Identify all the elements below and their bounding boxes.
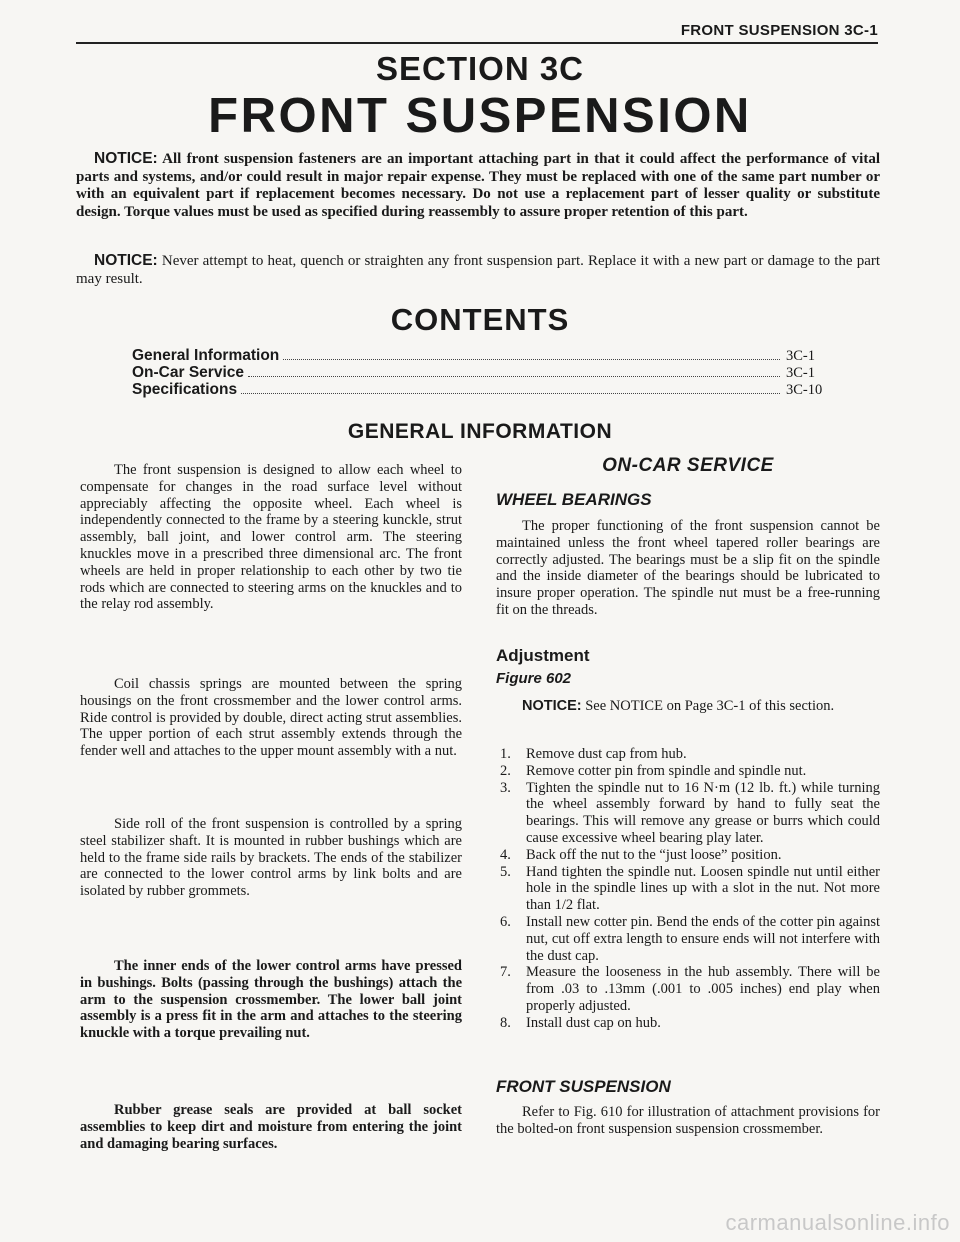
running-header: FRONT SUSPENSION 3C-1 xyxy=(680,22,878,39)
notice-label: NOTICE: xyxy=(94,150,158,167)
header-rule xyxy=(76,42,878,44)
toc-leader xyxy=(248,376,780,377)
step-text: Measure the looseness in the hub assembly. There will be from .03 to .13mm (.001 to .005 inches) end play when properly adjusted. xyxy=(526,964,880,1014)
list-item xyxy=(496,763,880,780)
general-information-heading: GENERAL INFORMATION xyxy=(347,420,613,443)
adjustment-steps xyxy=(496,746,880,1032)
step-number: 3. xyxy=(500,779,511,796)
toc-page: 3C-10 xyxy=(786,382,823,398)
step-number: 2. xyxy=(500,762,511,779)
step-number: 5. xyxy=(500,863,511,880)
list-item xyxy=(496,780,880,847)
front-suspension-heading: FRONT SUSPENSION xyxy=(496,1077,671,1096)
step-number: 1. xyxy=(500,746,511,762)
step-number: 7. xyxy=(500,964,511,981)
toc-label: General Information xyxy=(132,347,280,364)
gi-paragraph-2: Coil chassis springs are mounted between the spring housings on the front crossmember and the lower control arms. Ride control is provided by double, direct acting strut assemblies. The upper portion of each strut assembly extends through the fender well and attaches to the upper mount assembly with a nut. xyxy=(80,676,462,760)
toc-page: 3C-1 xyxy=(786,365,815,381)
section-label: SECTION 3C xyxy=(375,50,585,87)
step-number: 4. xyxy=(500,846,511,863)
adjustment-notice xyxy=(496,698,880,715)
step-text: Install new cotter pin. Bend the ends of the cotter pin against nut, cut off extra length to ensure ends will not interfere with the dust cap. xyxy=(526,913,880,964)
list-item xyxy=(496,964,880,1014)
wheel-bearings-heading: WHEEL BEARINGS xyxy=(496,490,652,509)
page-title: FRONT SUSPENSION xyxy=(208,89,752,143)
step-number: 6. xyxy=(500,913,511,930)
list-item xyxy=(496,1015,880,1032)
notice-fasteners xyxy=(76,150,880,221)
toc-leader xyxy=(241,393,780,394)
wheel-bearings-text: The proper functioning of the front suspension cannot be maintained unless the front wheel tapered roller bearings are correctly adjusted. The bearings must be a slip fit on the spindle and the inside diameter of the bearings should be lubricated to insure proper operation. The spindle nut must be a free-running fit on the threads. xyxy=(496,518,880,618)
step-number: 8. xyxy=(500,1014,511,1031)
notice-text: See NOTICE on Page 3C-1 of this section. xyxy=(585,698,835,714)
step-text: Back off the nut to the “just loose” position. xyxy=(526,846,782,863)
notice-label: NOTICE: xyxy=(522,698,582,714)
list-item xyxy=(496,914,880,964)
toc-entry-general-information[interactable] xyxy=(132,347,826,364)
table-of-contents xyxy=(132,347,826,398)
watermark: carmanualsonline.info xyxy=(725,1210,950,1235)
front-suspension-text: Refer to Fig. 610 for illustration of attachment provisions for the bolted-on front suspension suspension crossmember. xyxy=(496,1104,880,1137)
adjustment-heading: Adjustment xyxy=(496,646,590,665)
toc-label: On-Car Service xyxy=(132,364,244,381)
step-text: Remove dust cap from hub. xyxy=(526,746,687,762)
gi-paragraph-1: The front suspension is designed to allow each wheel to compensate for changes in the road surface level without appreciably affecting the opposite wheel. Each wheel is independently connected to the frame by a steering kunckle, strut assembly, ball joint, and lower control arm. The steering knuckles move in a prescribed three dimensional arc. The front wheels are held in proper relationship to each other by two tie rods which are connected to steering arms on the knuckles and to the relay rod assembly. xyxy=(80,462,462,613)
figure-reference: Figure 602 xyxy=(496,670,572,687)
on-car-service-heading: ON-CAR SERVICE xyxy=(602,455,774,476)
list-item xyxy=(496,864,880,914)
toc-label: Specifications xyxy=(132,381,238,398)
step-text: Tighten the spindle nut to 16 N·m (12 lb. ft.) while turning the wheel assembly forward by hand to fully seat the bearings. This will remove any grease or burrs which could cause excessive wheel bearing play later. xyxy=(526,779,880,846)
contents-heading: CONTENTS xyxy=(390,302,570,337)
toc-page: 3C-1 xyxy=(786,348,815,364)
gi-paragraph-3: Side roll of the front suspension is controlled by a spring steel stabilizer shaft. It is mounted in rubber bushings which are held to the frame side rails by brackets. The ends of the stabilizer are connected to the lower control arms by link bolts and are isolated by rubber grommets. xyxy=(80,816,462,900)
gi-paragraph-5: Rubber grease seals are provided at ball socket assemblies to keep dirt and moisture from entering the joint and damaging bearing surfaces. xyxy=(80,1102,462,1152)
toc-entry-on-car-service[interactable] xyxy=(132,364,826,381)
gi-paragraph-4: The inner ends of the lower control arms have pressed in bushings. Bolts (passing through the bushings) attach the arm to the suspension crossmember. The lower ball joint assembly is a press fit in the arm and attaches to the steering knuckle with a torque prevailing nut. xyxy=(80,958,462,1042)
step-text: Install dust cap on hub. xyxy=(526,1014,661,1031)
toc-entry-specifications[interactable] xyxy=(132,381,826,398)
list-item xyxy=(496,847,880,864)
step-text: Remove cotter pin from spindle and spindle nut. xyxy=(526,762,807,779)
notice-text: Never attempt to heat, quench or straighten any front suspension part. Replace it with a new part or damage to the part may result. xyxy=(76,253,881,287)
notice-label: NOTICE: xyxy=(94,252,158,269)
notice-text: All front suspension fasteners are an important attaching part in that it could affect the performance of vital parts and systems, and/or could result in major repair expense. They must be replaced with one of the same part number or with an equivalent part if replacement becomes necessary. Do not use a replacement part of lesser quality or substitute design. Torque values must be used as specified during reassembly to assure proper retention of this part. xyxy=(76,151,880,220)
notice-heat xyxy=(76,252,880,288)
list-item xyxy=(496,746,880,763)
toc-leader xyxy=(283,359,780,360)
step-text: Hand tighten the spindle nut. Loosen spindle nut until either hole in the spindle lines up with a slot in the nut. Not more than 1/2 flat. xyxy=(526,863,880,914)
